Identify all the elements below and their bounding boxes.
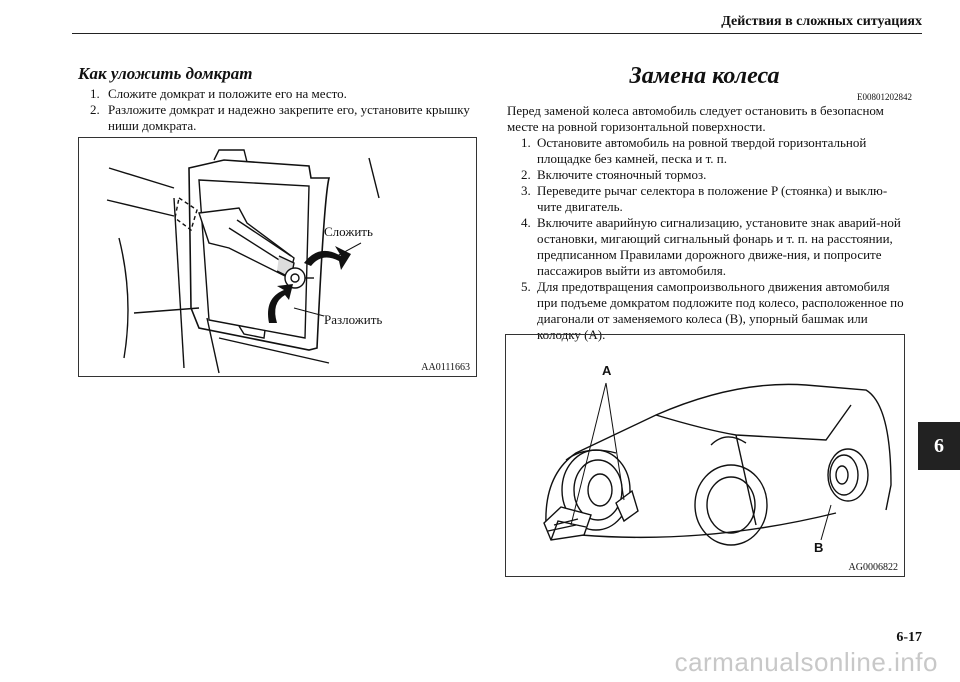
label-b: B (814, 540, 824, 555)
wheel-change-steps (507, 135, 912, 343)
chapter-tab: 6 (918, 422, 960, 470)
intro-paragraph: Перед заменой колеса автомобиль следует остановить в безопасном месте на ровной горизонтальной поверхности. (507, 103, 884, 134)
step-text: Переведите рычаг селектора в положение P (стоянка) и выклю-чите двигатель. (537, 183, 888, 214)
list-item (507, 167, 912, 183)
document-code: E00801202842 (857, 92, 912, 102)
right-column (507, 62, 912, 343)
header-rule (72, 33, 922, 34)
list-item (78, 102, 478, 134)
list-item (507, 135, 912, 167)
step-number: 2. (90, 102, 100, 117)
stow-steps (78, 86, 478, 134)
step-number: 3. (521, 183, 531, 198)
left-column (78, 64, 478, 134)
step-number: 1. (90, 86, 100, 101)
watermark: carmanualsonline.info (674, 647, 938, 677)
step-number: 1. (521, 135, 531, 150)
figure-code: AA0111663 (421, 362, 470, 373)
car-chock-illustration (506, 335, 904, 576)
label-a: A (602, 363, 612, 378)
step-text: Сложите домкрат и положите его на место. (108, 86, 347, 101)
list-item (507, 183, 912, 215)
label-fold: Сложить (324, 224, 373, 239)
jack-illustration (79, 138, 476, 376)
step-text: Включите стояночный тормоз. (537, 167, 707, 182)
step-text: Для предотвращения самопроизвольного движения автомобиля при подъеме домкратом подложите под колесо, расположенное по диагонали от заменяемого колеса (B), упорный башмак или колодку (A). (537, 279, 904, 342)
section-title: Действия в сложных ситуациях (721, 14, 922, 29)
step-text: Остановите автомобиль на ровной твердой горизонтальной площадке без камней, песка и т. п. (537, 135, 867, 166)
list-item (78, 86, 478, 102)
figure-code: AG0006822 (848, 562, 898, 573)
label-unfold: Разложить (324, 312, 383, 327)
step-number: 5. (521, 279, 531, 294)
page-number: 6-17 (896, 630, 922, 645)
step-text: Разложите домкрат и надежно закрепите его, установите крышку ниши домкрата. (108, 102, 470, 133)
jack-stowage-figure (78, 137, 477, 377)
list-item (507, 215, 912, 279)
step-number: 4. (521, 215, 531, 230)
heading-wheel-change: Замена колеса (629, 63, 780, 89)
step-number: 2. (521, 167, 531, 182)
heading-stow-jack: Как уложить домкрат (78, 64, 253, 83)
wheel-chock-figure (505, 334, 905, 577)
step-text: Включите аварийную сигнализацию, установите знак аварий-ной остановки, мигающий сигнальный фонарь и т. п. на расстоянии, предписанном Правилами дорожного движе-ния, и попросите пассажиров выйти из автомобиля. (537, 215, 901, 278)
